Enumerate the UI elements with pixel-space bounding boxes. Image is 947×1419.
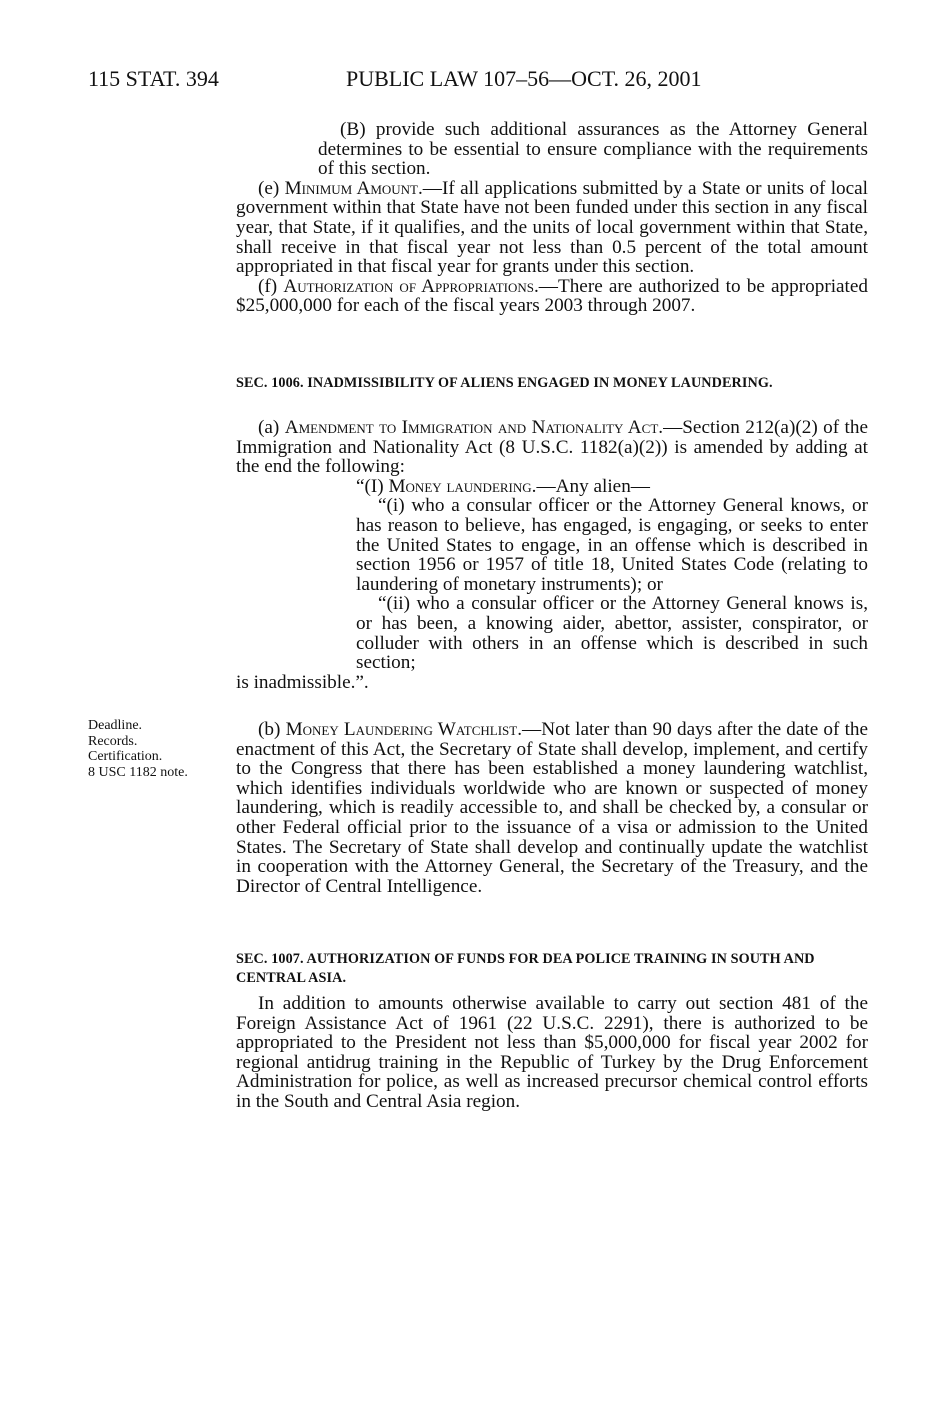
quoted-clause-i-heading: Money laundering.	[388, 475, 537, 497]
paragraph-1006-a-text: —Section 212(a)(2) of the Immigration and Nationality Act (8 U.S.C. 1182(a)(2)) is amended by adding at the end the following:	[236, 417, 869, 478]
margin-note-certification: Certification.	[88, 749, 163, 764]
paragraph-f	[236, 277, 868, 316]
running-title: PUBLIC LAW 107–56—OCT. 26, 2001	[346, 66, 702, 91]
section-1007-body	[236, 994, 868, 1112]
margin-notes	[88, 718, 228, 780]
page-header	[88, 66, 868, 98]
margin-note-records: Records.	[88, 733, 138, 749]
section-1007-heading	[236, 950, 868, 988]
section-1006-b	[236, 720, 868, 896]
paragraph-f-heading: Authorization of Appropriations.	[283, 275, 539, 297]
paragraph-e	[236, 179, 868, 277]
section-1006-title: SEC. 1006. INADMISSIBILITY OF ALIENS ENGAGED IN MONEY LAUNDERING.	[236, 375, 773, 391]
quote-closing: is inadmissible.”.	[236, 671, 369, 693]
quoted-subclause-ii: “(ii) who a consular officer or the Attorney General knows is, or has been, a knowing aider, abettor, assister, conspirator, or colluder with others in an offense which is described in such section;	[356, 593, 868, 674]
section-1005-continued	[236, 120, 868, 316]
paragraph-1006-b-text: —Not later than 90 days after the date of the enactment of this Act, the Secretary of State shall develop, implement, and certify to the Congress that there has been established a money laundering watchlist, which identifies individuals worldwide who are known or suspected of money laundering, which is readily accessible to, and shall be checked by, a consular or other Federal official prior to the issuance of a visa or admission to the United States. The Secretary of State shall develop and continually update the watchlist in cooperation with the Attorney General, the Secretary of the Treasury, and the Director of Central Intelligence.	[236, 719, 869, 897]
paragraph-1006-b	[236, 720, 868, 896]
quoted-clause-i-text: —Any alien—	[536, 475, 650, 497]
paragraph-1006-a-heading: Amendment to Immigration and Nationality Act.	[284, 417, 664, 438]
section-1006-a	[236, 418, 868, 692]
quoted-subclause-i: “(i) who a consular officer or the Attorney General knows, or has reason to believe, has engaged, is engaging, or seeks to enter the United States to engage, in an offense which is described in section 1956 or 1957 of title 18, United States Code (relating to laundering of monetary instruments); or	[356, 495, 868, 595]
paragraph-1006-b-heading: Money Laundering Watchlist.	[285, 719, 523, 740]
paragraph-b-continued: (B) provide such additional assurances as the Attorney General determines to be essential to ensure compliance with the requirements of this section.	[318, 119, 868, 180]
paragraph-e-label: (e)	[258, 177, 285, 199]
paragraph-f-text: —There are authorized to be appropriated $25,000,000 for each of the fiscal years 2003 through 2007.	[236, 275, 868, 317]
paragraph-e-text: —If all applications submitted by a State or units of local government within that State have not been funded under this section in any fiscal year, that State, if it qualifies, and the units of local government within that State, shall receive in that fiscal year not less than 0.5 percent of the total amount appropriated in that fiscal year for grants under this section.	[236, 177, 869, 278]
paragraph-1007: In addition to amounts otherwise available to carry out section 481 of the Foreign Assistance Act of 1961 (22 U.S.C. 2291), there is authorized to be appropriated to the President not less than $5,000,000 for fiscal year 2002 for regional antidrug training in the Republic of Turkey by the Drug Enforcement Administration for police, as well as increased precursor chemical control efforts in the South and Central Asia region.	[236, 993, 868, 1112]
section-1006-heading	[236, 374, 868, 393]
quoted-clause-i-label: “(I)	[356, 475, 389, 497]
section-1007-title: SEC. 1007. AUTHORIZATION OF FUNDS FOR DEA POLICE TRAINING IN SOUTH AND CENTRAL ASIA.	[236, 951, 815, 986]
paragraph-1006-b-label: (b)	[258, 719, 286, 740]
paragraph-1006-a-label: (a)	[258, 417, 285, 438]
paragraph-1006-a	[236, 418, 868, 477]
page-reference: 115 STAT. 394	[88, 66, 219, 91]
paragraph-e-heading: Minimum Amount.	[284, 177, 423, 199]
quoted-clause-i	[334, 477, 868, 497]
margin-note-deadline: Deadline.	[88, 718, 143, 733]
quoted-subclauses	[356, 496, 868, 672]
paragraph-f-label: (f)	[258, 275, 284, 297]
margin-note-usc: 8 USC 1182 note.	[88, 764, 188, 780]
